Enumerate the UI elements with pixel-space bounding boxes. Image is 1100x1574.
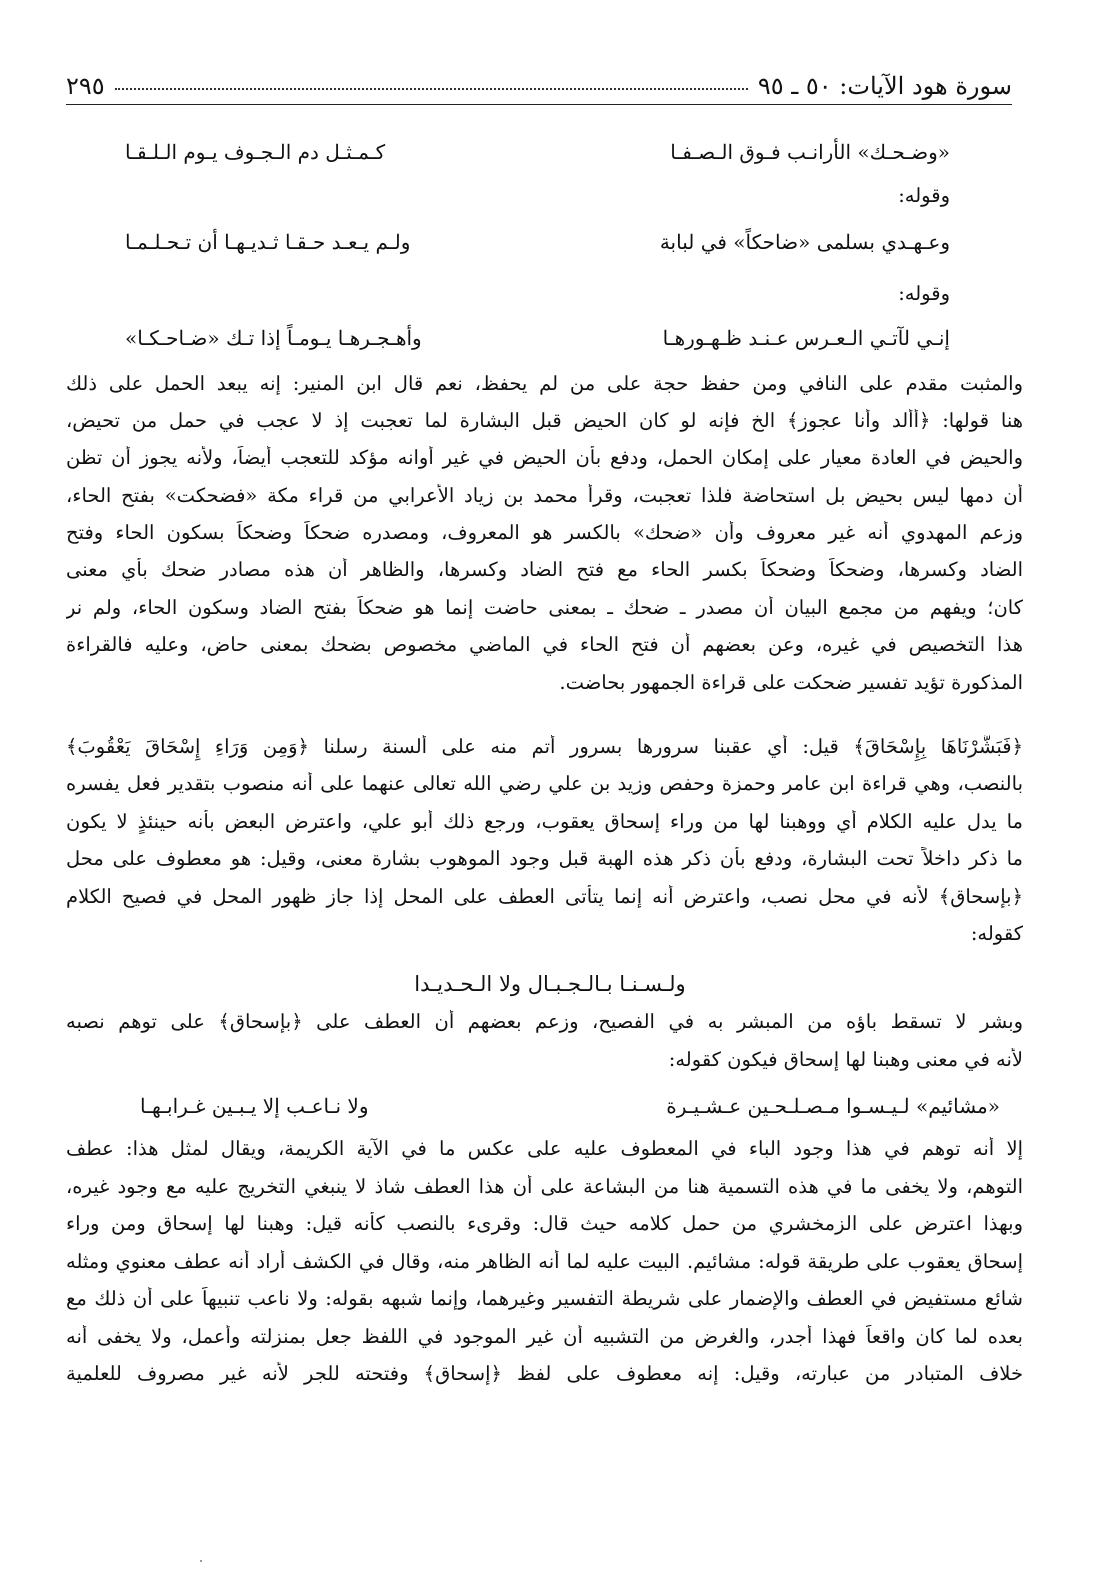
paragraph-1-line: هذا التخصيص في غيره، وعن بعضهم أن فتح الحاء في الماضي مخصوص بضحك بمعنى حاض، وعليه فالقراءة: [66, 633, 1023, 656]
paragraph-4-line: وبهذا اعترض على الزمخشري من حمل كلامه حيث قال: وقرىء بالنصب كأنه قيل: وهبنا لها إسحاق ومن وراء: [66, 1212, 1023, 1235]
verse-line-3: [125, 322, 950, 354]
verse-hemistich-right: وعـهـدي بسلمى «ضاحكاً» في لبابة: [659, 230, 950, 254]
paragraph-1-line: وزعم المهدوي أنه غير معروف وأن «ضحك» بالكسر هو المعروف، ومصدره ضحكاً وضحكاً بسكون الحاء وفتح: [66, 521, 1023, 544]
paragraph-1-line: هنا قولها: ﴿أألد وأنا عجوز﴾ الخ فإنه لو كان الحيض قبل البشارة لما تعجبت إذ لا عجب في حمل من تحيض،: [66, 409, 1023, 432]
paragraph-4-line: بعده لما كان واقعاً فهذا أجدر، والغرض من التشبيه أن غير الموجود في اللفظ جعل بمنزلته وأعمل، ولا يخفى أنه: [66, 1325, 1023, 1348]
paragraph-2-line: ما يدل عليه الكلام أي ووهبنا لها من وراء إسحاق يعقوب، ورجع ذلك أبو علي، واعترض البعض بأنه حينئذٍ لا يكون: [66, 810, 1023, 833]
paragraph-2-line: كقوله:: [970, 922, 1023, 945]
verse-hemistich-left: وأهـجـرهـا يـومـاً إذا تـك «ضـاحـكـا»: [125, 326, 422, 350]
surah-title: سورة هود الآيات: ٥٠ ـ ٩٥: [757, 72, 1012, 100]
quoted-verse: ولـسـنـا بـالـجـبـال ولا الـحـديـدا: [414, 972, 686, 996]
paragraph-1-line: الضاد وكسرها، وضحكاً وضحكاً بكسر الحاء مع فتح الضاد وكسرها، والظاهر أن هذه مصادر ضحك بأي معنى: [66, 558, 1023, 581]
verse-line-1: [125, 136, 950, 168]
paragraph-3-line: وبشر لا تسقط باؤه من المبشر به في الفصيح، وزعم بعضهم أن العطف على ﴿بإسحاق﴾ على توهم نصبه: [66, 1010, 1023, 1033]
scan-speck: [200, 1560, 202, 1562]
paragraph-4-line: التوهم، ولا يخفى ما في هذه التسمية هنا من البشاعة على أن هذا العطف شاذ لا ينبغي التخريج عليه مع وجود غيره،: [66, 1175, 1023, 1198]
verse-intro-label: وقوله:: [898, 282, 950, 305]
paragraph-1-line: كان؛ ويفهم من مجمع البيان أن مصدر ـ ضحك ـ بمعنى حاضت إنما هو ضحكاً بفتح الضاد وسكون الحاء، ولم نر: [66, 596, 1023, 619]
verse-hemistich-right: «مشائيم» لـيـسـوا مـصـلـحـين عـشـيـرة: [666, 1094, 1000, 1118]
verse-hemistich-left: كـمـثـل دم الـجـوف يـوم الـلـقـا: [125, 140, 386, 164]
paragraph-1-line: المذكورة تؤيد تفسير ضحكت على قراءة الجمهور بحاضت.: [559, 671, 1023, 694]
verse-hemistich-left: ولا نـاعـب إلا يـبـين غـرابـهـا: [140, 1094, 369, 1118]
paragraph-2-line: ﴿بإسحاق﴾ لأنه في محل نصب، واعترض أنه إنما يتأتى العطف على المحل إذا جاز ظهور المحل في فصيح الكلام: [66, 885, 1023, 908]
page-header: [66, 60, 1012, 105]
page-number: ٢٩٥: [66, 72, 105, 100]
paragraph-1-line: والمثبت مقدم على النافي ومن حفظ حجة على من لم يحفظ، نعم قال ابن المنير: إنه يبعد الحمل على ذلك: [66, 372, 1023, 395]
paragraph-2-line: ﴿فَبَشَّرْنَاهَا بِإِسْحَاقَ﴾ قيل: أي عقبنا سرورها بسرور أتم منه على ألسنة رسلنا ﴿وَمِن وَرَاءِ إِسْحَاقَ يَعْقُوبَ﴾: [66, 735, 1023, 758]
paragraph-2-line: بالنصب، وهي قراءة ابن عامر وحمزة وحفص وزيد بن علي رضي الله تعالى عنهما على أنه منصوب بتقدير فعل يفسره: [66, 772, 1023, 795]
verse-intro-label: وقوله:: [898, 184, 950, 207]
verse-hemistich-left: ولـم يـعـد حـقـا ثـديـهـا أن تـحـلـمـا: [125, 230, 411, 254]
paragraph-4-line: شائع مستفيض في العطف والإضمار على شريطة التفسير وغيرهما، وإنما شبهه بقوله: ولا ناعب تنبيهاً على أن ذلك مع: [66, 1287, 1023, 1310]
verse-line-4: [140, 1090, 1000, 1122]
verse-line-2: [125, 226, 950, 258]
paragraph-1-line: أن دمها ليس بحيض بل استحاضة فلذا تعجبت، وقرأ محمد بن زياد الأعرابي من قراء مكة «فضحكت» بفتح الحاء،: [66, 484, 1023, 507]
paragraph-4-line: إسحاق يعقوب على طريقة قوله: مشائيم. البيت عليه لما أنه الظاهر منه، وقال في الكشف أراد أنه عطف معنوي ومثله: [66, 1250, 1023, 1273]
verse-hemistich-right: «وضـحـك» الأرانـب فـوق الـصـفـا: [670, 140, 950, 164]
paragraph-4-line: إلا أنه توهم في هذا وجود الباء في المعطوف عليه على عكس ما في الآية الكريمة، ويقال لمثل هذا: عطف: [66, 1137, 1023, 1160]
paragraph-2-line: ما ذكر داخلاً تحت البشارة، ودفع بأن ذكر هذه الهبة قبل وجود الموهوب بشارة معنى، وقيل: هو معطوف على محل: [66, 847, 1023, 870]
paragraph-1-line: والحيض في العادة معيار على إمكان الحمل، ودفع بأن الحيض في غير أوانه مؤكد للتعجب أيضاً، ولأنه يجوز أن تظن: [66, 446, 1023, 469]
paragraph-3-line: لأنه في معنى وهبنا لها إسحاق فيكون كقوله:: [668, 1048, 1023, 1071]
verse-hemistich-right: إنـي لآتـي الـعـرس عـنـد ظـهـورهـا: [662, 326, 950, 350]
header-dotted-leader: [115, 88, 748, 90]
paragraph-4-line: خلاف المتبادر من عبارته، وقيل: إنه معطوف على لفظ ﴿إسحاق﴾ وفتحته للجر لأنه غير مصروف للعلمية: [66, 1362, 1023, 1385]
